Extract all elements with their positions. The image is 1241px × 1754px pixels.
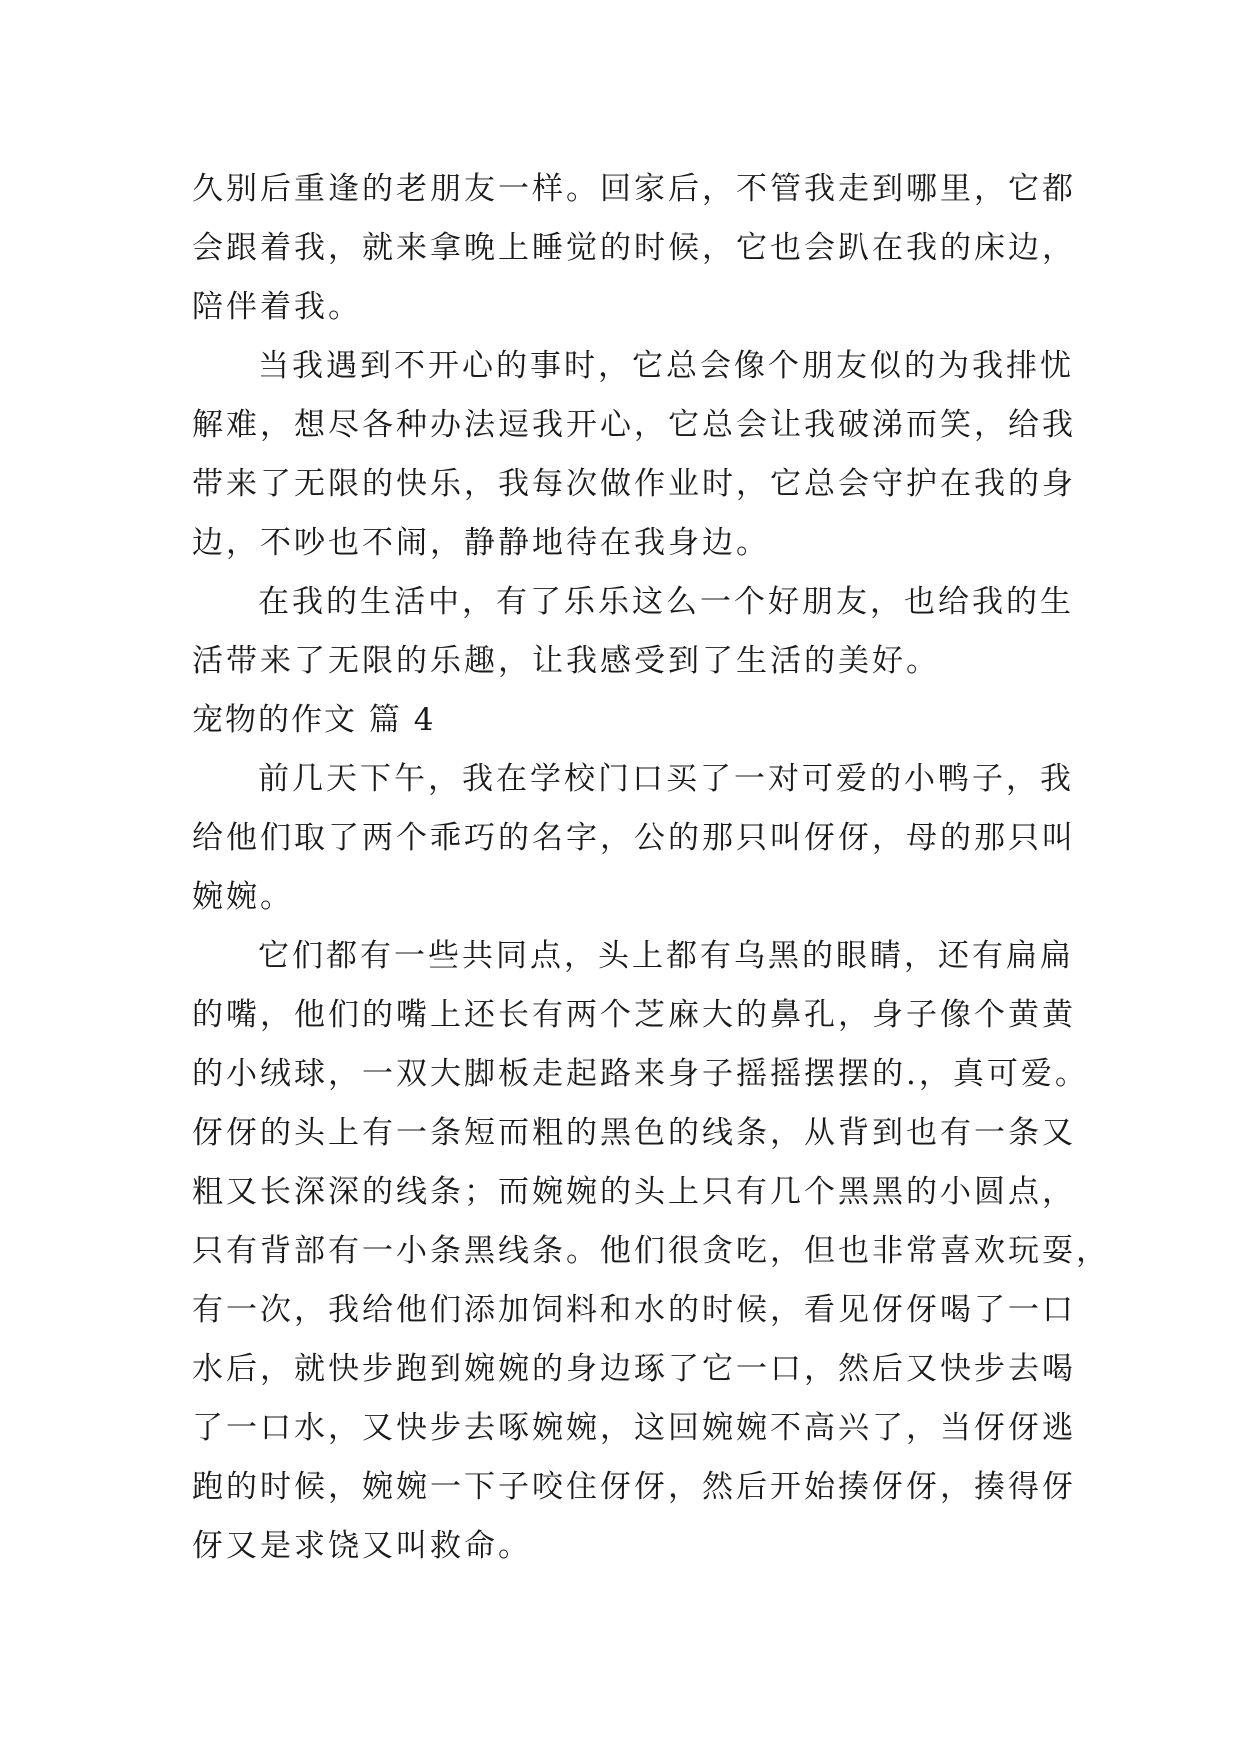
text-line: 陪伴着我。 (192, 289, 362, 325)
text-line: 给他们取了两个乖巧的名字，公的那只叫伢伢，母的那只叫 (192, 820, 1076, 856)
text-line: 它们都有一些共同点，头上都有乌黑的眼睛，还有扁扁 (258, 938, 1074, 974)
text-line: 伢又是求饶又叫救命。 (192, 1528, 532, 1564)
text-line: 婉婉。 (192, 879, 294, 915)
document-body (192, 160, 1110, 1576)
text-line: 水后，就快步跑到婉婉的身边琢了它一口，然后又快步去喝 (192, 1351, 1076, 1387)
text-line: 粗又长深深的线条；而婉婉的头上只有几个黑黑的小圆点， (192, 1174, 1076, 1210)
text-line: 带来了无限的快乐，我每次做作业时，它总会守护在我的身 (192, 466, 1076, 502)
text-line: 解难，想尽各种办法逗我开心，它总会让我破涕而笑，给我 (192, 407, 1076, 443)
text-line: 只有背部有一小条黑线条。他们很贪吃，但也非常喜欢玩耍， (192, 1233, 1110, 1269)
text-line: 有一次，我给他们添加饲料和水的时候，看见伢伢喝了一口 (192, 1292, 1076, 1328)
text-line: 久别后重逢的老朋友一样。回家后，不管我走到哪里，它都 (192, 171, 1076, 207)
text-line: 边，不吵也不闹，静静地待在我身边。 (192, 525, 770, 561)
text-line: 活带来了无限的乐趣，让我感受到了生活的美好。 (192, 643, 940, 679)
text-line: 前几天下午，我在学校门口买了一对可爱的小鸭子，我 (258, 761, 1074, 797)
text-line: 的嘴，他们的嘴上还长有两个芝麻大的鼻孔，身子像个黄黄 (192, 997, 1076, 1033)
text-line: 了一口水，又快步去啄婉婉，这回婉婉不高兴了，当伢伢逃 (192, 1410, 1076, 1446)
text-line: 跑的时候，婉婉一下子咬住伢伢，然后开始揍伢伢，揍得伢 (192, 1469, 1076, 1505)
text-line: 会跟着我，就来拿晚上睡觉的时候，它也会趴在我的床边， (192, 230, 1076, 266)
text-line: 在我的生活中，有了乐乐这么一个好朋友，也给我的生 (258, 584, 1074, 620)
text-line: 的小绒球，一双大脚板走起路来身子摇摇摆摆的.，真可爱。 (192, 1056, 1089, 1092)
text-line: 伢伢的头上有一条短而粗的黑色的线条，从背到也有一条又 (192, 1115, 1076, 1151)
text-line: 当我遇到不开心的事时，它总会像个朋友似的为我排忧 (258, 348, 1074, 384)
section-heading: 宠物的作文 篇 4 (192, 702, 436, 738)
